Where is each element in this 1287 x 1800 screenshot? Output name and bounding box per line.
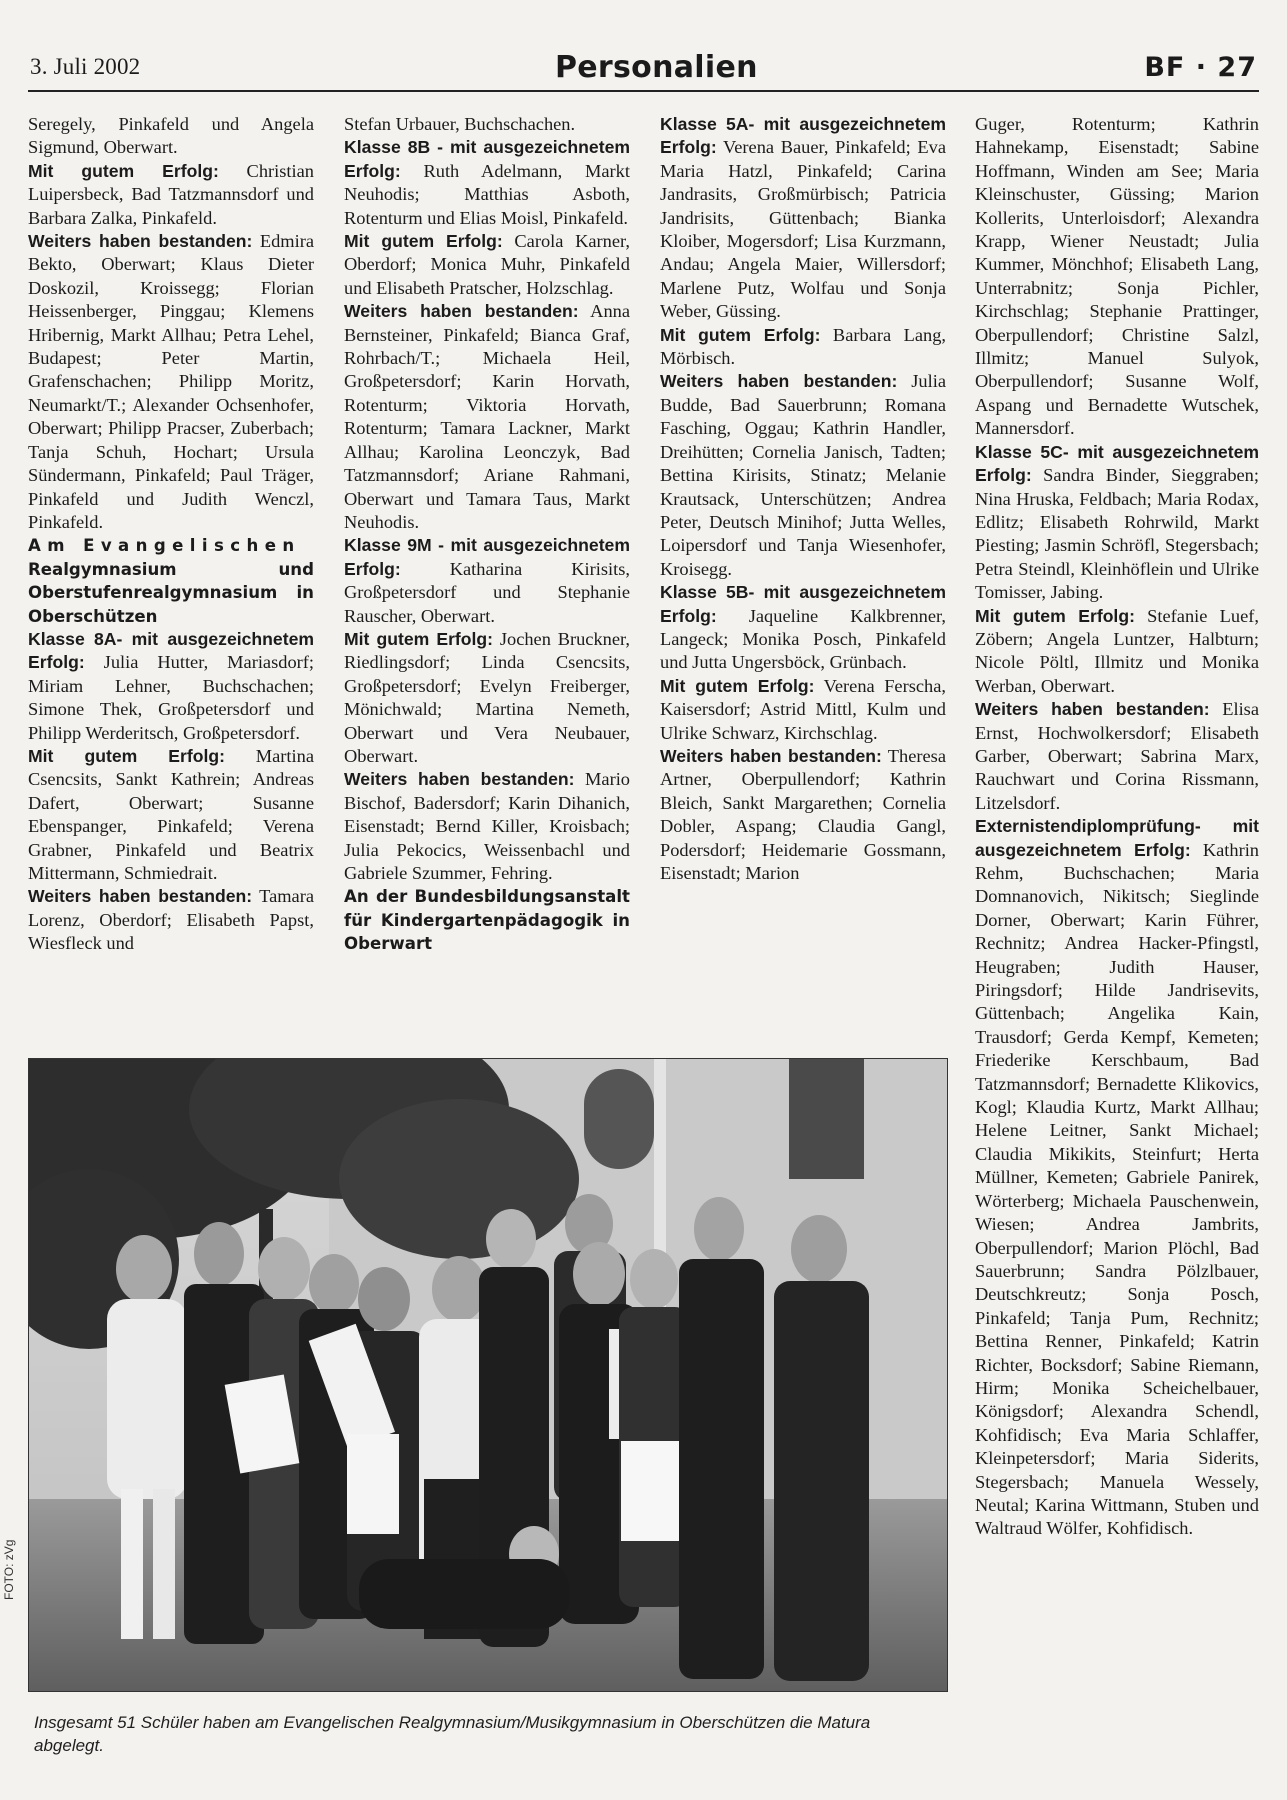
student-list-text: Barbara Lang, Mörbisch. xyxy=(660,324,946,369)
result-category-label: Weiters haben bestanden: xyxy=(28,886,253,907)
result-category-label: Weiters haben bestanden: xyxy=(975,699,1210,720)
school-heading: Oberschützen xyxy=(28,606,158,626)
student-list-text: Jochen Bruckner, Riedlingsdorf; Linda Csencsits, Großpetersdorf; Evelyn Freiberger, Mönichwald; Martina Nemeth, Oberwart und Vera Neubauer, Oberwart. xyxy=(344,628,630,766)
student-list-text: Verena Ferscha, Kaisersdorf; Astrid Mittl, Kulm und Ulrike Schwarz, Kirchschlag. xyxy=(660,675,946,743)
student-list-text: Christian Luipersbeck, Bad Tatzmannsdorf und Barbara Zalka, Pinkafeld. xyxy=(28,160,314,228)
student-list-text: Julia Hutter, Mariasdorf; Miriam Lehner, Buchschachen; Simone Thek, Großpetersdorf und Philipp Werderitsch, Großpetersdorf. xyxy=(28,652,314,743)
result-category-label: Mit gutem Erfolg: xyxy=(344,628,494,649)
result-category-label: Mit gutem Erfolg: xyxy=(975,605,1135,626)
student-list-text: Kathrin Rehm, Buchschachen; Maria Domnanovich, Nikitsch; Sieglinde Dorner, Oberwart; Karin Führer, Rechnitz; Andrea Hacker-Pfingstl, Heugraben; Judith Hauser, Piringsdorf; Hilde Jandrisevits, Güttenbach; Angelika Kain, Trausdorf; Gerda Kempf, Kemeten; Friederike Kerschbaum, Bad Tatzmannsdorf; Bernadette Klikovics, Kogl; Klaudia Kurtz, Markt Allhau; Helene Leitner, Sankt Michael; Claudia Mikikits, Steinfurt; Herta Müllner, Kemeten; Gabriele Panirek, Wörterberg; Michaela Pauschenwein, Wiesen; Andrea Jambrits, Oberpullendorf; Marion Plöchl, Bad Sauerbrunn; Sandra Pölzlbauer, Deutschkreutz; Sonja Posch, Pinkafeld; Tanja Pum, Rechnitz; Bettina Renner, Pinkafeld; Katrin Richter, Bocksdorf; Sabine Riemann, Hirm; Monika Scheichelbauer, Königsdorf; Alexandra Schendl, Kohfidisch; Eva Maria Schlaffer, Kleinpetersdorf; Maria Siderits, Stegersbach; Manuela Wessely, Neutal; Karina Wittmann, Stuben und Waltraud Wölfer, Kohfidisch. xyxy=(975,839,1259,1539)
school-heading: An der Bundesbildungsanstalt xyxy=(344,887,630,907)
student-list-text: Tamara Lorenz, Oberdorf; Elisabeth Papst, Wiesfleck und xyxy=(28,886,315,954)
student-list-text: Stefan Urbauer, Buchschachen. xyxy=(344,114,576,134)
student-list-text: Carola Karner, Oberdorf; Monica Muhr, Pinkafeld und Elisabeth Pratscher, Holzschlag. xyxy=(344,231,630,298)
results-paragraph xyxy=(28,745,314,885)
result-category-label: Weiters haben bestanden: xyxy=(28,231,253,252)
result-category-label: Externistendiplomprüfung- mit ausgezeichnetem Erfolg: xyxy=(975,816,1259,860)
school-heading: Oberwart xyxy=(344,934,433,954)
results-paragraph xyxy=(660,370,946,581)
result-category-label: Weiters haben bestanden: xyxy=(344,769,575,790)
school-heading: Oberstufenrealgymnasium in xyxy=(28,583,314,603)
student-list-text: Anna Bernsteiner, Pinkafeld; Bianca Graf, Rohrbach/T.; Michaela Heil, Großpetersdorf; Karin Horvath, Rotenturm; Viktoria Horvath, Rotenturm; Tamara Lackner, Markt Allhau; Karolina Leonczyk, Bad Tatzmannsdorf; Ariane Rahmani, Oberwart und Tamara Taus, Markt Neuhodis. xyxy=(344,301,630,532)
result-category-label: Klasse 8B - mit ausgezeichnetem Erfolg: xyxy=(344,137,630,181)
results-paragraph xyxy=(28,113,314,160)
student-list-text: Martina Csencsits, Sankt Kathrein; Andreas Dafert, Oberwart; Susanne Ebenspanger, Pinkafeld; Verena Grabner, Pinkafeld und Beatrix Mittermann, Schmiedrait. xyxy=(28,745,314,883)
student-list-text: Guger, Rotenturm; Kathrin Hahnekamp, Eisenstadt; Sabine Hoffmann, Winden am See; Maria Kleinschuster, Güssing; Marion Kollerits, Unterloisdorf; Alexandra Krapp, Wiener Neustadt; Julia Kummer, Mönchhof; Elisabeth Lang, Unterrabnitz; Sonja Pichler, Kirchschlag; Stephanie Prattinger, Oberpullendorf; Christine Salzl, Illmitz; Manuel Sulyok, Oberpullendorf; Susanne Wolf, Aspang und Bernadette Wutschek, Mannersdorf. xyxy=(975,114,1259,439)
section-title: Personalien xyxy=(555,50,758,85)
student-list-text: Jaqueline Kalkbrenner, Langeck; Monika Posch, Pinkafeld und Jutta Ungersböck, Grünbach. xyxy=(660,605,946,673)
results-paragraph xyxy=(660,324,946,371)
result-category-label: Klasse 5C- mit ausgezeichnetem Erfolg: xyxy=(975,441,1259,486)
results-paragraph xyxy=(344,136,630,230)
result-category-label: Mit gutem Erfolg: xyxy=(660,324,821,345)
result-category-label: Weiters haben bestanden: xyxy=(660,745,882,766)
text-column-2 xyxy=(344,113,630,956)
header-rule xyxy=(28,90,1259,92)
results-paragraph xyxy=(975,698,1259,815)
results-paragraph xyxy=(344,230,630,300)
student-list-text: Mario Bischof, Badersdorf; Karin Dihanich, Eisenstadt; Bernd Killer, Kroisbach; Julia Pekocics, Weissenbachl und Gabriele Szummer, Fehring. xyxy=(344,769,630,883)
issue-date: 3. Juli 2002 xyxy=(30,54,141,79)
results-paragraph xyxy=(28,230,314,534)
student-list-text: Edmira Bekto, Oberwart; Klaus Dieter Doskozil, Kroissegg; Florian Heissenberger, Pinggau; Klemens Hribernig, Markt Allhau; Petra Lehel, Budapest; Peter Martin, Grafenschachen; Philipp Moritz, Neumarkt/T.; Alexander Ochsenhofer, Oberwart; Philipp Pracser, Zuberbach; Tanja Schuh, Hochart; Ursula Sündermann, Pinkafeld; Paul Träger, Pinkafeld und Judith Wenczl, Pinkafeld. xyxy=(28,231,314,532)
results-paragraph xyxy=(660,581,946,675)
result-category-label: Mit gutem Erfolg: xyxy=(28,160,219,181)
results-paragraph xyxy=(344,628,630,768)
student-list-text: Seregely, Pinkafeld und Angela Sigmund, Oberwart. xyxy=(28,114,314,158)
group-photo-illustration xyxy=(29,1059,947,1691)
student-list-text: Theresa Artner, Oberpullendorf; Kathrin Bleich, Sankt Margarethen; Cornelia Dobler, Aspang; Claudia Gangl, Podersdorf; Heidemarie Gossmann, Eisenstadt; Marion xyxy=(660,745,947,883)
page-number: BF · 27 xyxy=(1144,52,1257,83)
student-list-text: Julia Budde, Bad Sauerbrunn; Romana Fasching, Oggau; Kathrin Handler, Dreihütten; Cornelia Janisch, Tadten; Bettina Kirisits, Stinatz; Melanie Krautsack, Unterschützen; Andrea Peter, Deutsch Minihof; Jutta Welles, Loipersdorf und Tanja Wiesenhofer, Kroisegg. xyxy=(660,371,946,579)
student-list-text: Sandra Binder, Sieggraben; Nina Hruska, Feldbach; Maria Rodax, Edlitz; Elisabeth Rohrwild, Markt Piesting; Jasmin Schröfl, Stegersbach; Petra Steindl, Kleinhöflein und Ulrike Tomisser, Jabing. xyxy=(975,465,1259,603)
results-paragraph xyxy=(344,534,630,628)
text-column-1 xyxy=(28,113,314,956)
result-category-label: Weiters haben bestanden: xyxy=(660,371,898,392)
results-paragraph xyxy=(660,113,946,324)
result-category-label: Weiters haben bestanden: xyxy=(344,301,579,322)
results-paragraph xyxy=(344,768,630,885)
results-paragraph xyxy=(28,885,314,955)
student-list-text: Stefanie Luef, Zöbern; Angela Luntzer, Halbturn; Nicole Pöltl, Illmitz und Monika Werban, Oberwart. xyxy=(975,605,1259,696)
school-heading: Realgymnasium und xyxy=(28,559,314,579)
results-paragraph xyxy=(344,113,630,136)
results-paragraph xyxy=(975,815,1259,1541)
text-column-3 xyxy=(660,113,946,885)
results-paragraph xyxy=(975,441,1259,605)
student-list-text: Elisa Ernst, Hochwolkersdorf; Elisabeth Garber, Oberwart; Sabrina Marx, Rauchwart und Corina Rissmann, Litzelsdorf. xyxy=(975,699,1259,813)
results-paragraph xyxy=(28,628,314,745)
school-heading: Am Evangelischen xyxy=(28,536,301,556)
photo-credit: FOTO: zVg xyxy=(2,1539,16,1600)
result-category-label: Klasse 9M - mit ausgezeichnetem Erfolg: xyxy=(344,535,630,579)
result-category-label: Mit gutem Erfolg: xyxy=(28,745,225,766)
student-list-text: Katharina Kirisits, Großpetersdorf und Stephanie Rauscher, Oberwart. xyxy=(344,558,630,626)
student-list-text: Ruth Adelmann, Markt Neuhodis; Matthias Asboth, Rotenturm und Elias Moisl, Pinkafeld. xyxy=(344,160,630,228)
text-column-4 xyxy=(975,113,1259,1541)
photo-caption: Insgesamt 51 Schüler haben am Evangelischen Realgymnasium/Musikgymnasium in Oberschützen die Matura abgelegt. xyxy=(34,1713,871,1755)
result-category-label: Mit gutem Erfolg: xyxy=(344,231,503,252)
result-category-label: Klasse 5B- mit ausgezeichnetem Erfolg: xyxy=(660,582,946,626)
results-paragraph xyxy=(975,113,1259,441)
results-paragraph xyxy=(28,160,314,230)
school-heading: für Kindergartenpädagogik in xyxy=(344,910,630,930)
results-paragraph xyxy=(344,300,630,534)
results-paragraph xyxy=(975,605,1259,699)
group-photo xyxy=(28,1058,948,1692)
results-paragraph xyxy=(660,745,946,885)
result-category-label: Klasse 5A- mit ausgezeichnetem Erfolg: xyxy=(660,114,946,158)
results-paragraph xyxy=(660,675,946,745)
student-list-text: Verena Bauer, Pinkafeld; Eva Maria Hatzl, Pinkafeld; Carina Jandrasits, Großmürbisch; Patricia Jandrisits, Güttenbach; Bianka Kloiber, Mogersdorf; Lisa Kurzmann, Andau; Angela Maier, Willersdorf; Marlene Putz, Wolfau und Sonja Weber, Güssing. xyxy=(660,137,946,322)
result-category-label: Klasse 8A- mit ausgezeichnetem Erfolg: xyxy=(28,628,314,673)
result-category-label: Mit gutem Erfolg: xyxy=(660,675,815,696)
